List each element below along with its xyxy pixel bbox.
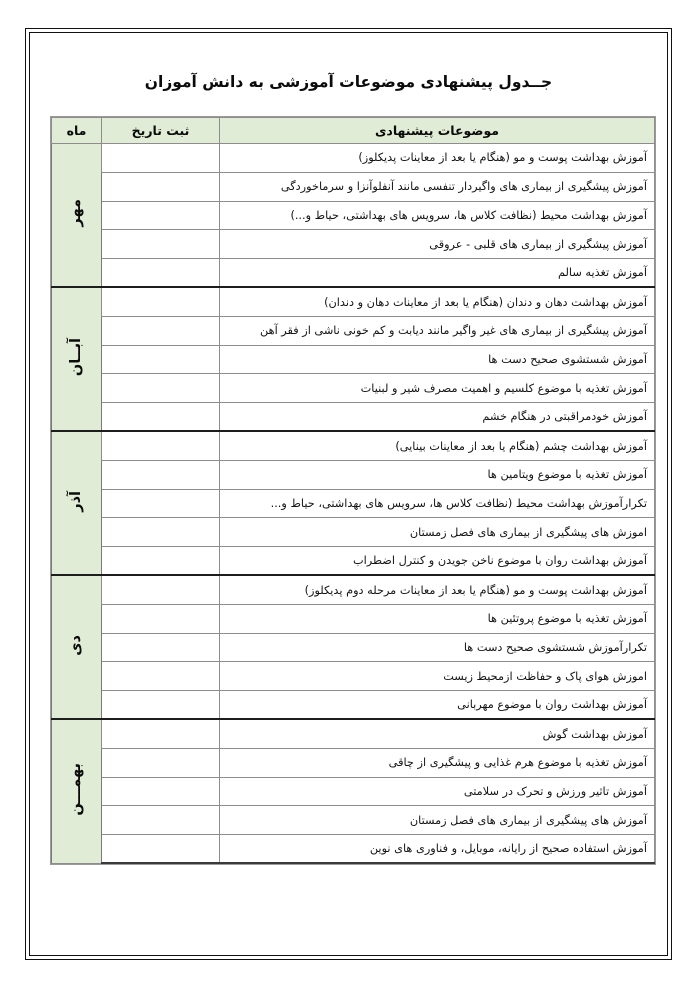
topic-cell: آموزش بهداشت دهان و دندان (هنگام یا بعد از معاینات دهان و دندان) bbox=[220, 287, 655, 316]
date-entry-cell[interactable] bbox=[102, 719, 220, 748]
topic-cell: آموزش تاثیر ورزش و تحرک در سلامتی bbox=[220, 777, 655, 806]
table-row bbox=[52, 575, 655, 604]
month-label: آذر bbox=[68, 491, 85, 512]
date-entry-cell[interactable] bbox=[102, 374, 220, 403]
table-row bbox=[52, 230, 655, 259]
topic-cell: اموزش های پیشگیری از بیماری های فصل زمستان bbox=[220, 518, 655, 547]
table-row bbox=[52, 547, 655, 576]
table-row bbox=[52, 460, 655, 489]
date-entry-cell[interactable] bbox=[102, 748, 220, 777]
table-row bbox=[52, 777, 655, 806]
date-entry-cell[interactable] bbox=[102, 691, 220, 720]
topic-cell: آموزش بهداشت روان با موضوع ناخن جویدن و کنترل اضطراب bbox=[220, 547, 655, 576]
table-row bbox=[52, 719, 655, 748]
table-row bbox=[52, 374, 655, 403]
table-header bbox=[52, 118, 655, 144]
topic-cell: آموزش بهداشت چشم (هنگام یا بعد از معاینات بینایی) bbox=[220, 431, 655, 460]
date-entry-cell[interactable] bbox=[102, 345, 220, 374]
date-entry-cell[interactable] bbox=[102, 460, 220, 489]
date-entry-cell[interactable] bbox=[102, 489, 220, 518]
date-entry-cell[interactable] bbox=[102, 259, 220, 288]
date-entry-cell[interactable] bbox=[102, 144, 220, 173]
date-entry-cell[interactable] bbox=[102, 230, 220, 259]
table-row bbox=[52, 604, 655, 633]
month-cell bbox=[52, 575, 102, 719]
table-row bbox=[52, 691, 655, 720]
date-entry-cell[interactable] bbox=[102, 172, 220, 201]
date-entry-cell[interactable] bbox=[102, 806, 220, 835]
table-row bbox=[52, 345, 655, 374]
table-row bbox=[52, 489, 655, 518]
table-row bbox=[52, 806, 655, 835]
topic-cell: آموزش بهداشت پوست و مو (هنگام یا بعد از معاینات پدیکلوز) bbox=[220, 144, 655, 173]
table-row bbox=[52, 431, 655, 460]
topic-cell: آموزش بهداشت روان با موضوع مهربانی bbox=[220, 691, 655, 720]
date-entry-cell[interactable] bbox=[102, 604, 220, 633]
date-entry-cell[interactable] bbox=[102, 575, 220, 604]
month-label: آبــان bbox=[68, 338, 85, 377]
topic-cell: آموزش تغذیه با موضوع کلسیم و اهمیت مصرف شیر و لبنیات bbox=[220, 374, 655, 403]
topic-cell: آموزش خودمراقبتی در هنگام خشم bbox=[220, 403, 655, 432]
date-entry-cell[interactable] bbox=[102, 403, 220, 432]
column-header-date: ثبت تاریخ bbox=[102, 118, 220, 144]
topic-cell: تکرارآموزش شستشوی صحیح دست ها bbox=[220, 633, 655, 662]
date-entry-cell[interactable] bbox=[102, 835, 220, 864]
schedule-table-container bbox=[52, 117, 655, 864]
table-row bbox=[52, 403, 655, 432]
date-entry-cell[interactable] bbox=[102, 287, 220, 316]
topic-cell: آموزش پیشگیری از بیماری های قلبی - عروقی bbox=[220, 230, 655, 259]
date-entry-cell[interactable] bbox=[102, 316, 220, 345]
month-label: دی bbox=[68, 635, 85, 656]
table-row bbox=[52, 316, 655, 345]
topic-cell: آموزش بهداشت گوش bbox=[220, 719, 655, 748]
topic-cell: آموزش شستشوی صحیح دست ها bbox=[220, 345, 655, 374]
topic-cell: آموزش تغذیه با موضوع پروتئین ها bbox=[220, 604, 655, 633]
table-row bbox=[52, 287, 655, 316]
topic-cell: تکرارآموزش بهداشت محیط (نظافت کلاس ها، سرویس های بهداشتی، حیاط و... bbox=[220, 489, 655, 518]
date-entry-cell[interactable] bbox=[102, 201, 220, 230]
topic-cell: آموزش بهداشت محیط (نظافت کلاس ها، سرویس های بهداشتی، حیاط و...) bbox=[220, 201, 655, 230]
date-entry-cell[interactable] bbox=[102, 777, 220, 806]
date-entry-cell[interactable] bbox=[102, 662, 220, 691]
month-cell bbox=[52, 287, 102, 431]
date-entry-cell[interactable] bbox=[102, 547, 220, 576]
month-cell bbox=[52, 719, 102, 863]
table-row bbox=[52, 662, 655, 691]
topic-cell: اموزش هوای پاک و حفاظت ازمحیط زیست bbox=[220, 662, 655, 691]
date-entry-cell[interactable] bbox=[102, 431, 220, 460]
column-header-topic: موضوعات پیشنهادی bbox=[220, 118, 655, 144]
month-label: مهر bbox=[68, 199, 85, 228]
table-row bbox=[52, 201, 655, 230]
topic-cell: آموزش بهداشت پوست و مو (هنگام یا بعد از معاینات مرحله دوم پدیکلوز) bbox=[220, 575, 655, 604]
month-cell bbox=[52, 144, 102, 288]
table-row bbox=[52, 748, 655, 777]
table-row bbox=[52, 518, 655, 547]
table-row bbox=[52, 835, 655, 864]
column-header-month: ماه bbox=[52, 118, 102, 144]
schedule-table bbox=[51, 117, 655, 864]
table-row bbox=[52, 172, 655, 201]
table-body bbox=[52, 144, 655, 864]
page-title: جــدول پیشنهادی موضوعات آموزشی به دانش آموزان bbox=[144, 73, 553, 91]
table-row bbox=[52, 144, 655, 173]
topic-cell: آموزش استفاده صحیح از رایانه، موبایل، و فناوری های نوین bbox=[220, 835, 655, 864]
topic-cell: آموزش های پیشگیری از بیماری های فصل زمستان bbox=[220, 806, 655, 835]
month-label: بهمـــن bbox=[68, 763, 85, 816]
topic-cell: آموزش تغذیه با موضوع ویتامین ها bbox=[220, 460, 655, 489]
topic-cell: آموزش تغذیه سالم bbox=[220, 259, 655, 288]
date-entry-cell[interactable] bbox=[102, 633, 220, 662]
date-entry-cell[interactable] bbox=[102, 518, 220, 547]
topic-cell: آموزش پیشگیری از بیماری های واگیردار تنفسی مانند آنفلوآنزا و سرماخوردگی bbox=[220, 172, 655, 201]
topic-cell: آموزش تغذیه با موضوع هرم غذایی و پیشگیری از چاقی bbox=[220, 748, 655, 777]
table-row bbox=[52, 259, 655, 288]
table-header-row bbox=[52, 118, 655, 144]
topic-cell: آموزش پیشگیری از بیماری های غیر واگیر مانند دیابت و کم خونی ناشی از فقر آهن bbox=[220, 316, 655, 345]
table-row bbox=[52, 633, 655, 662]
month-cell bbox=[52, 431, 102, 575]
